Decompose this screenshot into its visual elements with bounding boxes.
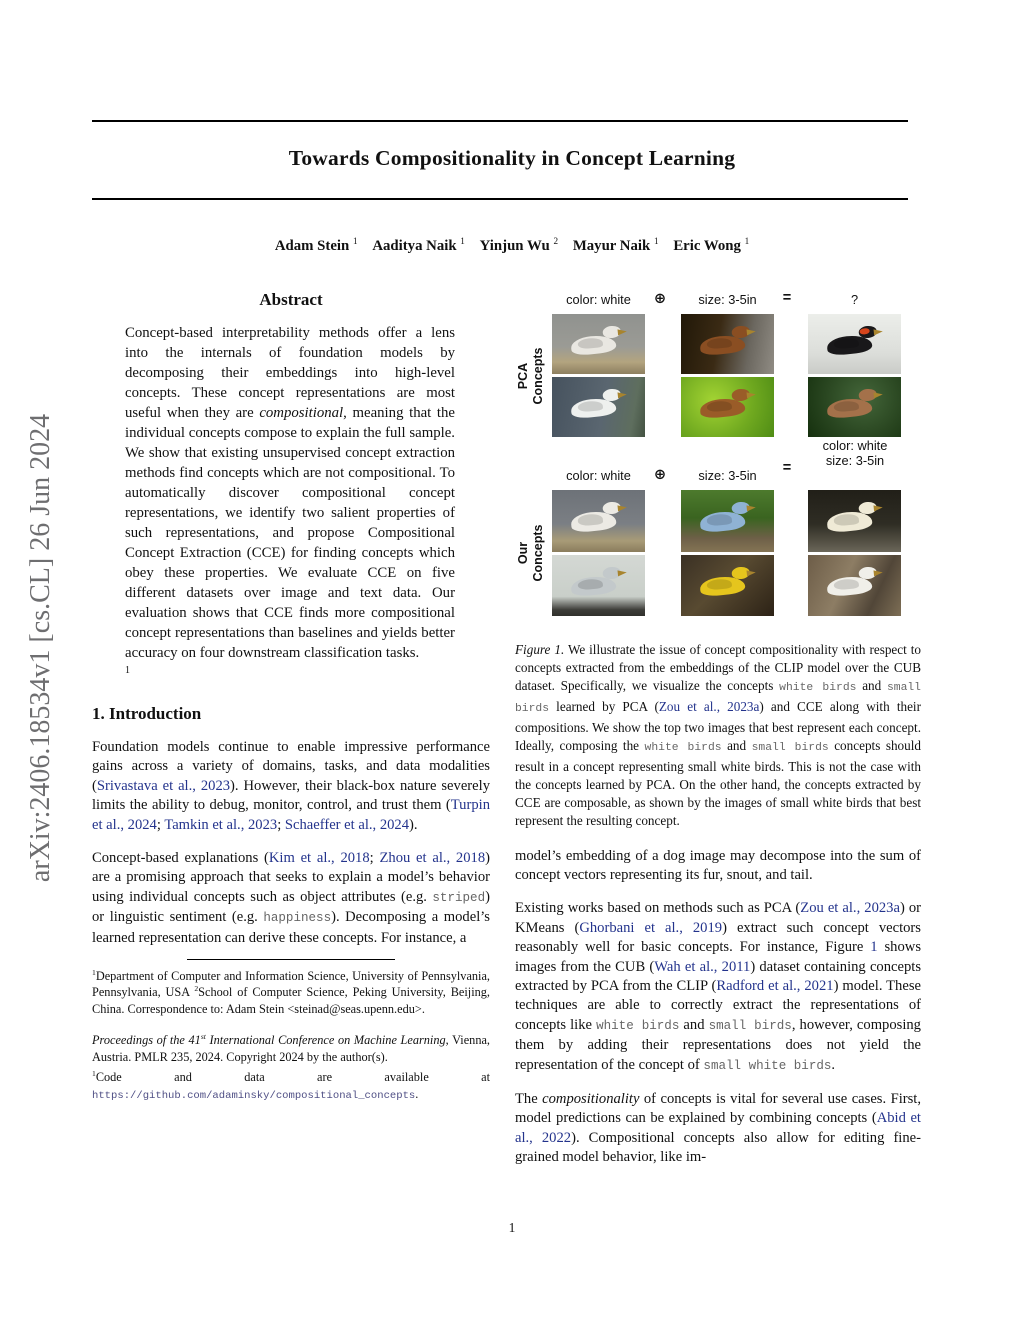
text-segment: model’s embedding of a dog image may decompose into the sum of concept vectors representing its fur, snout, and tail. [515,847,921,883]
text-segment: happiness [263,911,332,926]
text-segment: 2 [553,236,559,247]
bird-silhouette [570,575,616,598]
citation-link[interactable]: Srivastava et al., 2023 [96,777,231,794]
text-segment: , Vienna, Austria. PMLR 235, 2024. Copyright 2024 by the author(s). [92,1033,490,1064]
bird-photo-pca-white-2 [552,377,645,437]
bird-silhouette [699,575,745,598]
citation-link[interactable]: Radford et al., 2021 [716,977,834,994]
text-segment: ; [277,816,285,833]
header-rule-bottom [92,198,908,200]
pca-col2-label: size: 3-5in [698,292,757,307]
pca-result-label: ? [850,292,859,307]
bird-photo-pca-result-1 [808,314,901,374]
text-segment: 1 [460,236,465,247]
bird-silhouette [570,396,616,419]
bird-photo-cce-result-2 [808,555,901,616]
text-segment: small birds [515,681,921,715]
abstract-footnote-mark: 1 [125,665,130,676]
citation-link[interactable]: Schaeffer et al., 2024 [284,816,410,833]
citation-link[interactable]: Ghorbani et al., 2019 [579,919,723,936]
bird-photo-cce-small-2 [681,555,774,616]
text-segment: Foundation models continue to enable impressive performance gains across a variety of domains, tasks, and data modalities ( [92,739,490,794]
citation-link[interactable]: Abid et al., 2022 [515,1110,921,1146]
text-segment: . [415,1086,419,1101]
text-segment: ) and CCE along with their compositions. We show the top two images that best represent each concept. Ideally, composing the [515,698,921,753]
bird-silhouette [826,575,872,598]
text-segment: ; [156,816,165,833]
citation-link[interactable]: Wah et al., 2011 [654,958,751,975]
pca-col1-label: color: white [566,292,631,307]
bird-silhouette [826,396,872,419]
text-segment: . [831,1056,836,1073]
text-segment: and [679,1016,709,1033]
citation-link[interactable]: 1 [870,939,878,956]
bird-silhouette [570,333,616,356]
text-segment: 1 [352,236,358,247]
citation-link[interactable]: Zou et al., 2023a [800,900,900,917]
pca-concepts-axis-label: PCA Concepts [516,347,545,405]
text-segment: compositional [259,405,344,421]
text-segment: white birds [596,1018,680,1033]
body-paragraph-2 [515,899,921,1076]
proceedings-note [92,1032,490,1065]
citation-link[interactable]: Kim et al., 2018 [268,850,370,867]
cce-col2-label: size: 3-5in [698,468,757,483]
plus-operator-icon: ⊕ [653,291,667,307]
text-segment: , however, composing them by adding their representations does not yield the representation of the concept of [515,1016,921,1073]
text-segment: and [856,677,887,693]
bird-photo-cce-small-1 [681,490,774,552]
text-segment: , meaning that the individual concepts compose to explain the full sample. We show that existing unsupervised concept extraction methods find concepts which are not compositional. To automatically discover compositional concept representations, we identify two salient properties of such representations, and propose Compositional Concept Extraction (CCE) for finding concepts which obey these properties. We evaluate CCE on five different datasets over image and text data. Our evaluation shows that CCE finds more compositional concept representations than baselines and yields better accuracy on four downstream classification tasks. [125,405,456,661]
abstract-text [125,323,455,663]
plus-operator-icon: ⊕ [653,467,667,483]
code-availability-footnote [92,1069,490,1104]
abstract-heading: Abstract [259,290,323,309]
figure-1-caption [515,641,921,830]
text-segment: Adam Stein [274,238,353,254]
bird-photo-pca-small-1 [681,314,774,374]
text-segment: small birds [751,741,829,754]
footnote-rule [187,959,395,960]
text-segment: Yinjun Wu [479,238,554,254]
bird-photo-pca-white-1 [552,314,645,374]
body-paragraph-3 [515,1090,921,1168]
page-number: 1 [508,1220,516,1235]
text-segment: Aaditya Naik [372,238,461,254]
text-segment: 1 [92,967,96,977]
bird-photo-pca-small-2 [681,377,774,437]
bird-silhouette [826,510,872,533]
text-segment: Mayur Naik [572,238,654,254]
cce-result-label: color: white size: 3-5in [822,438,888,468]
text-segment: 2 [194,984,199,994]
text-segment: International Conference on Machine Learning [205,1033,446,1048]
text-segment: Code and data are available at [95,1070,490,1085]
citation-link[interactable]: Turpin et al., 2024 [92,797,490,833]
affiliation-footnote [92,968,490,1017]
bird-silhouette [699,396,745,419]
bird-silhouette [826,333,872,356]
figure-1 [515,290,921,620]
text-segment: ) are a promising approach that seeks to explain a model’s behavior using individual concepts such as object attributes (e.g. [92,850,490,905]
text-segment: ). Compositional concepts also allow for editing fine-grained model behavior, like im- [515,1129,921,1166]
text-segment: compositionality [542,1091,640,1107]
bird-photo-cce-white-2 [552,555,645,616]
equals-operator-icon: = [782,460,792,476]
text-segment [659,238,674,254]
text-segment: ) dataset containing concepts extracted by PCA from the CLIP ( [515,958,921,994]
text-segment: st [200,1032,206,1042]
bird-photo-cce-white-1 [552,490,645,552]
text-segment: ; [369,850,380,867]
text-segment: 1 [653,236,659,247]
text-segment: of concepts is vital for several use cases. First, model predictions can be explained by combining concepts ( [515,1091,921,1127]
text-segment: School of Computer Science, Peking University, Beijing, China. Correspondence to: Adam Stein <steinad@seas.upenn.edu>. [92,985,490,1016]
text-segment: We illustrate the issue of concept compositionality with respect to concepts extracted from the embeddings of the CLIP model over the CUB dataset. Specifically, we visualize the concepts [515,642,922,693]
text-segment [558,238,573,254]
paper-title: Towards Compositionality in Concept Learning [288,146,736,170]
text-segment: ) or linguistic sentiment (e.g. [92,888,490,926]
citation-link[interactable]: Tamkin et al., 2023 [164,816,278,833]
text-segment: 1 [92,1069,96,1078]
intro-paragraph-1 [92,738,490,835]
section-heading-introduction: 1. Introduction [92,704,202,723]
header-rule-top [92,120,908,122]
text-segment: concepts should result in a concept representing small white birds. This is not the case with the concepts learned by PCA. On the other hand, the concepts extracted by CCE are composable, as shown by the images of small white birds that best represent the resulting concept. [515,737,921,828]
bird-silhouette [699,333,745,356]
left-column [92,290,490,1104]
right-column [515,290,921,1168]
text-segment: and [721,737,752,753]
text-segment: ) model. These techniques are able to correctly extract the representations of concepts like [515,977,921,1033]
text-segment [358,238,373,254]
text-segment [465,238,480,254]
text-segment: Eric Wong [673,238,745,254]
bird-silhouette [699,510,745,533]
text-segment: ). However, their black-box nature severely limits the ability to debug, monitor, control, and trust them ( [92,777,490,814]
citation-link[interactable]: Zou et al., 2023a [658,698,760,714]
citation-link[interactable]: Zhou et al., 2018 [379,850,486,867]
author-list [0,238,1024,255]
bird-photo-cce-result-1 [808,490,901,552]
text-segment: ). [409,816,418,833]
text-segment: ). Decomposing a model’s learned representation can derive these concepts. For instance, a [92,909,490,946]
text-segment: Existing works based on methods such as PCA ( [515,900,801,917]
text-segment: Figure 1. [515,642,565,657]
intro-paragraph-2 [92,849,490,948]
text-segment: ) or KMeans ( [515,900,921,936]
text-segment: striped [432,890,486,905]
text-segment: The [515,1091,543,1107]
text-segment: small white birds [703,1058,832,1073]
arxiv-sidebar-label: arXiv:2406.18534v1 [cs.CL] 26 Jun 2024 [25,413,56,883]
text-segment: ) extract such concept vectors reasonably well for basic concepts. For instance, Figure [515,919,921,956]
body-paragraph-1 [515,847,921,886]
text-segment: Concept-based interpretability methods offer a lens into the internals of foundation models by decomposing their embeddings into high-level concepts. These concept representations are most useful when they are [125,325,455,421]
text-segment: 1 [744,236,750,247]
our-concepts-axis-label: Our Concepts [516,524,545,582]
external-link[interactable]: https://github.com/adaminsky/compositional_concepts [92,1089,416,1102]
bird-photo-pca-result-2 [808,377,901,437]
text-segment: Proceedings of the 41 [92,1033,201,1048]
text-segment: shows images from the CUB ( [515,939,921,975]
text-segment: white birds [644,741,722,754]
text-segment: Concept-based explanations ( [92,850,269,867]
text-segment: learned by PCA ( [549,698,659,714]
equals-operator-icon: = [782,290,792,306]
text-segment: small birds [708,1018,792,1033]
cce-col1-label: color: white [566,468,631,483]
text-segment: white birds [779,681,857,694]
bird-silhouette [570,510,616,533]
text-segment: Department of Computer and Information Science, University of Pennsylvania, Pennsylvania, USA [92,969,490,1000]
